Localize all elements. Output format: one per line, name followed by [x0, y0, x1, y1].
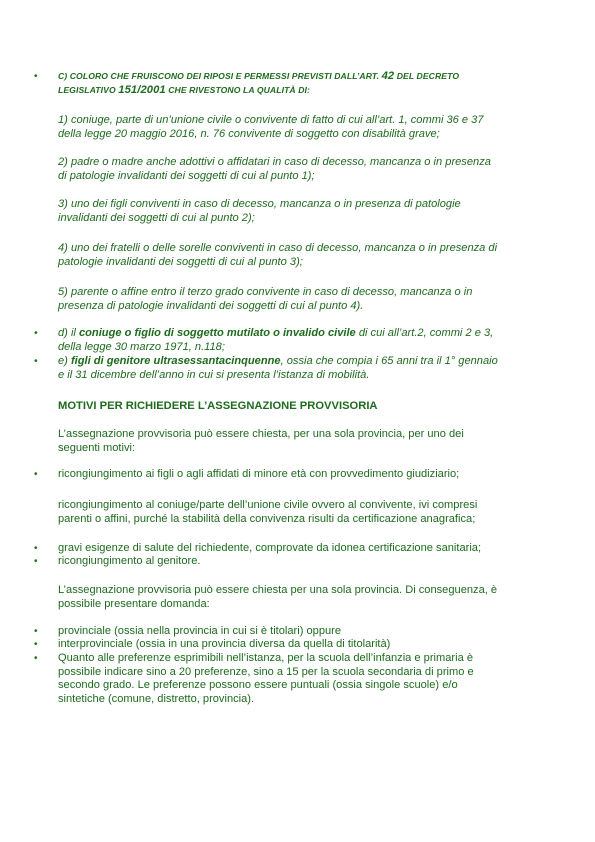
motivi-item-4: • ricongiungimento al genitore.	[34, 555, 201, 567]
section-d: • d) il coniuge o figlio di soggetto mutilato o invalido civile di cui all’art.2, commi 2 e 3, della legge 30 marzo 1971, n.118;	[34, 327, 494, 353]
motivi-item-1: • ricongiungimento ai figli o agli affidati di minore età con provvedimento giudiziario;	[34, 468, 460, 480]
bullet-icon: •	[34, 639, 38, 650]
point-5: 5) parente o affine entro il terzo grado convivente in caso di decesso, mancanza o in presenza di patologie invalidanti dei soggetti di cui al punto 4).	[58, 286, 473, 312]
section-c-heading-text-4: CHE RIVESTONO LA QUALITÀ DI:	[168, 84, 310, 95]
bullet-icon: •	[34, 556, 38, 567]
point-4: 4) uno dei fratelli o delle sorelle conviventi in caso di decesso, mancanza o in presenza di patologie invalidanti dei soggetti di cui al punto 3);	[58, 242, 498, 268]
section-c-heading-text-2: DEL DECRETO	[396, 71, 460, 81]
section-c-heading-text-1: C) COLORO CHE FRUISCONO DEI RIPOSI E PERMESSI PREVISTI DALL’ART.	[58, 71, 380, 81]
bullet-icon: •	[34, 356, 38, 367]
bullet-icon: •	[34, 653, 38, 664]
point-3: 3) uno dei figli conviventi in caso di decesso, mancanza o in presenza di patologie invalidanti dei soggetti di cui al punto 2);	[58, 198, 461, 224]
bullet-icon: •	[34, 543, 38, 554]
section-e-bold: figli di genitore ultrasessantacinquenne	[70, 355, 281, 367]
point-1: 1) coniuge, parte di un’unione civile o convivente di fatto di cui all’art. 1, commi 36 e 37 della legge 20 maggio 2016, n. 76 convivente di soggetto con disabilità grave;	[58, 114, 484, 140]
point-2: 2) padre o madre anche adottivi o affidatari in caso di decesso, mancanza o in presenza di patologie invalidanti dei soggetti di cui al punto 1);	[58, 156, 491, 182]
domanda-item-1: • provinciale (ossia nella provincia in cui si è titolari) oppure	[34, 625, 342, 637]
section-c-art-number: 42	[381, 70, 395, 82]
motivi-item-2: ricongiungimento al coniuge/parte dell’unione civile ovvero al convivente, ivi compresi parenti o affini, purché la stabilità della convivenza risulti da certificazione anagrafica;	[58, 499, 478, 525]
motivi-title: MOTIVI PER RICHIEDERE L’ASSEGNAZIONE PROVVISORIA	[58, 400, 378, 412]
domanda-item-3: • Quanto alle preferenze esprimibili nell’istanza, per la scuola dell’infanzia e primaria è possibile indicare sino a 20 preferenze, sino a 15 per la scuola secondaria di primo e secondo grado. Le preferenze possono essere puntuali (ossia singole scuole) e/o sintetiche (comune, distretto, provincia).	[34, 652, 474, 705]
bullet-icon: •	[34, 626, 38, 637]
section-e: • e) figli di genitore ultrasessantacinquenne, ossia che compia i 65 anni tra il 1° gennaio e il 31 dicembre dell’anno in cui si presenta l’istanza di mobilità.	[34, 355, 498, 381]
bullet-icon: •	[34, 71, 38, 82]
section-c-heading	[34, 70, 544, 97]
bullet-icon: •	[34, 328, 38, 339]
motivi-item-3: • gravi esigenze di salute del richiedente, comprovate da idonea certificazione sanitaria;	[34, 542, 482, 554]
section-c-decree-number: 151/2001	[118, 83, 166, 96]
bullet-icon: •	[34, 469, 38, 480]
section-c-heading-text-3: LEGISLATIVO	[58, 84, 116, 95]
section-d-bold: coniuge o figlio di soggetto mutilato o invalido civile	[78, 327, 356, 339]
domanda-intro: L’assegnazione provvisoria può essere chiesta per una sola provincia. Di conseguenza, è possibile presentare domanda:	[58, 584, 498, 610]
motivi-intro: L’assegnazione provvisoria può essere chiesta, per una sola provincia, per uno dei seguenti motivi:	[58, 428, 464, 454]
domanda-item-2: • interprovinciale (ossia in una provincia diversa da quella di titolarità)	[34, 638, 391, 650]
